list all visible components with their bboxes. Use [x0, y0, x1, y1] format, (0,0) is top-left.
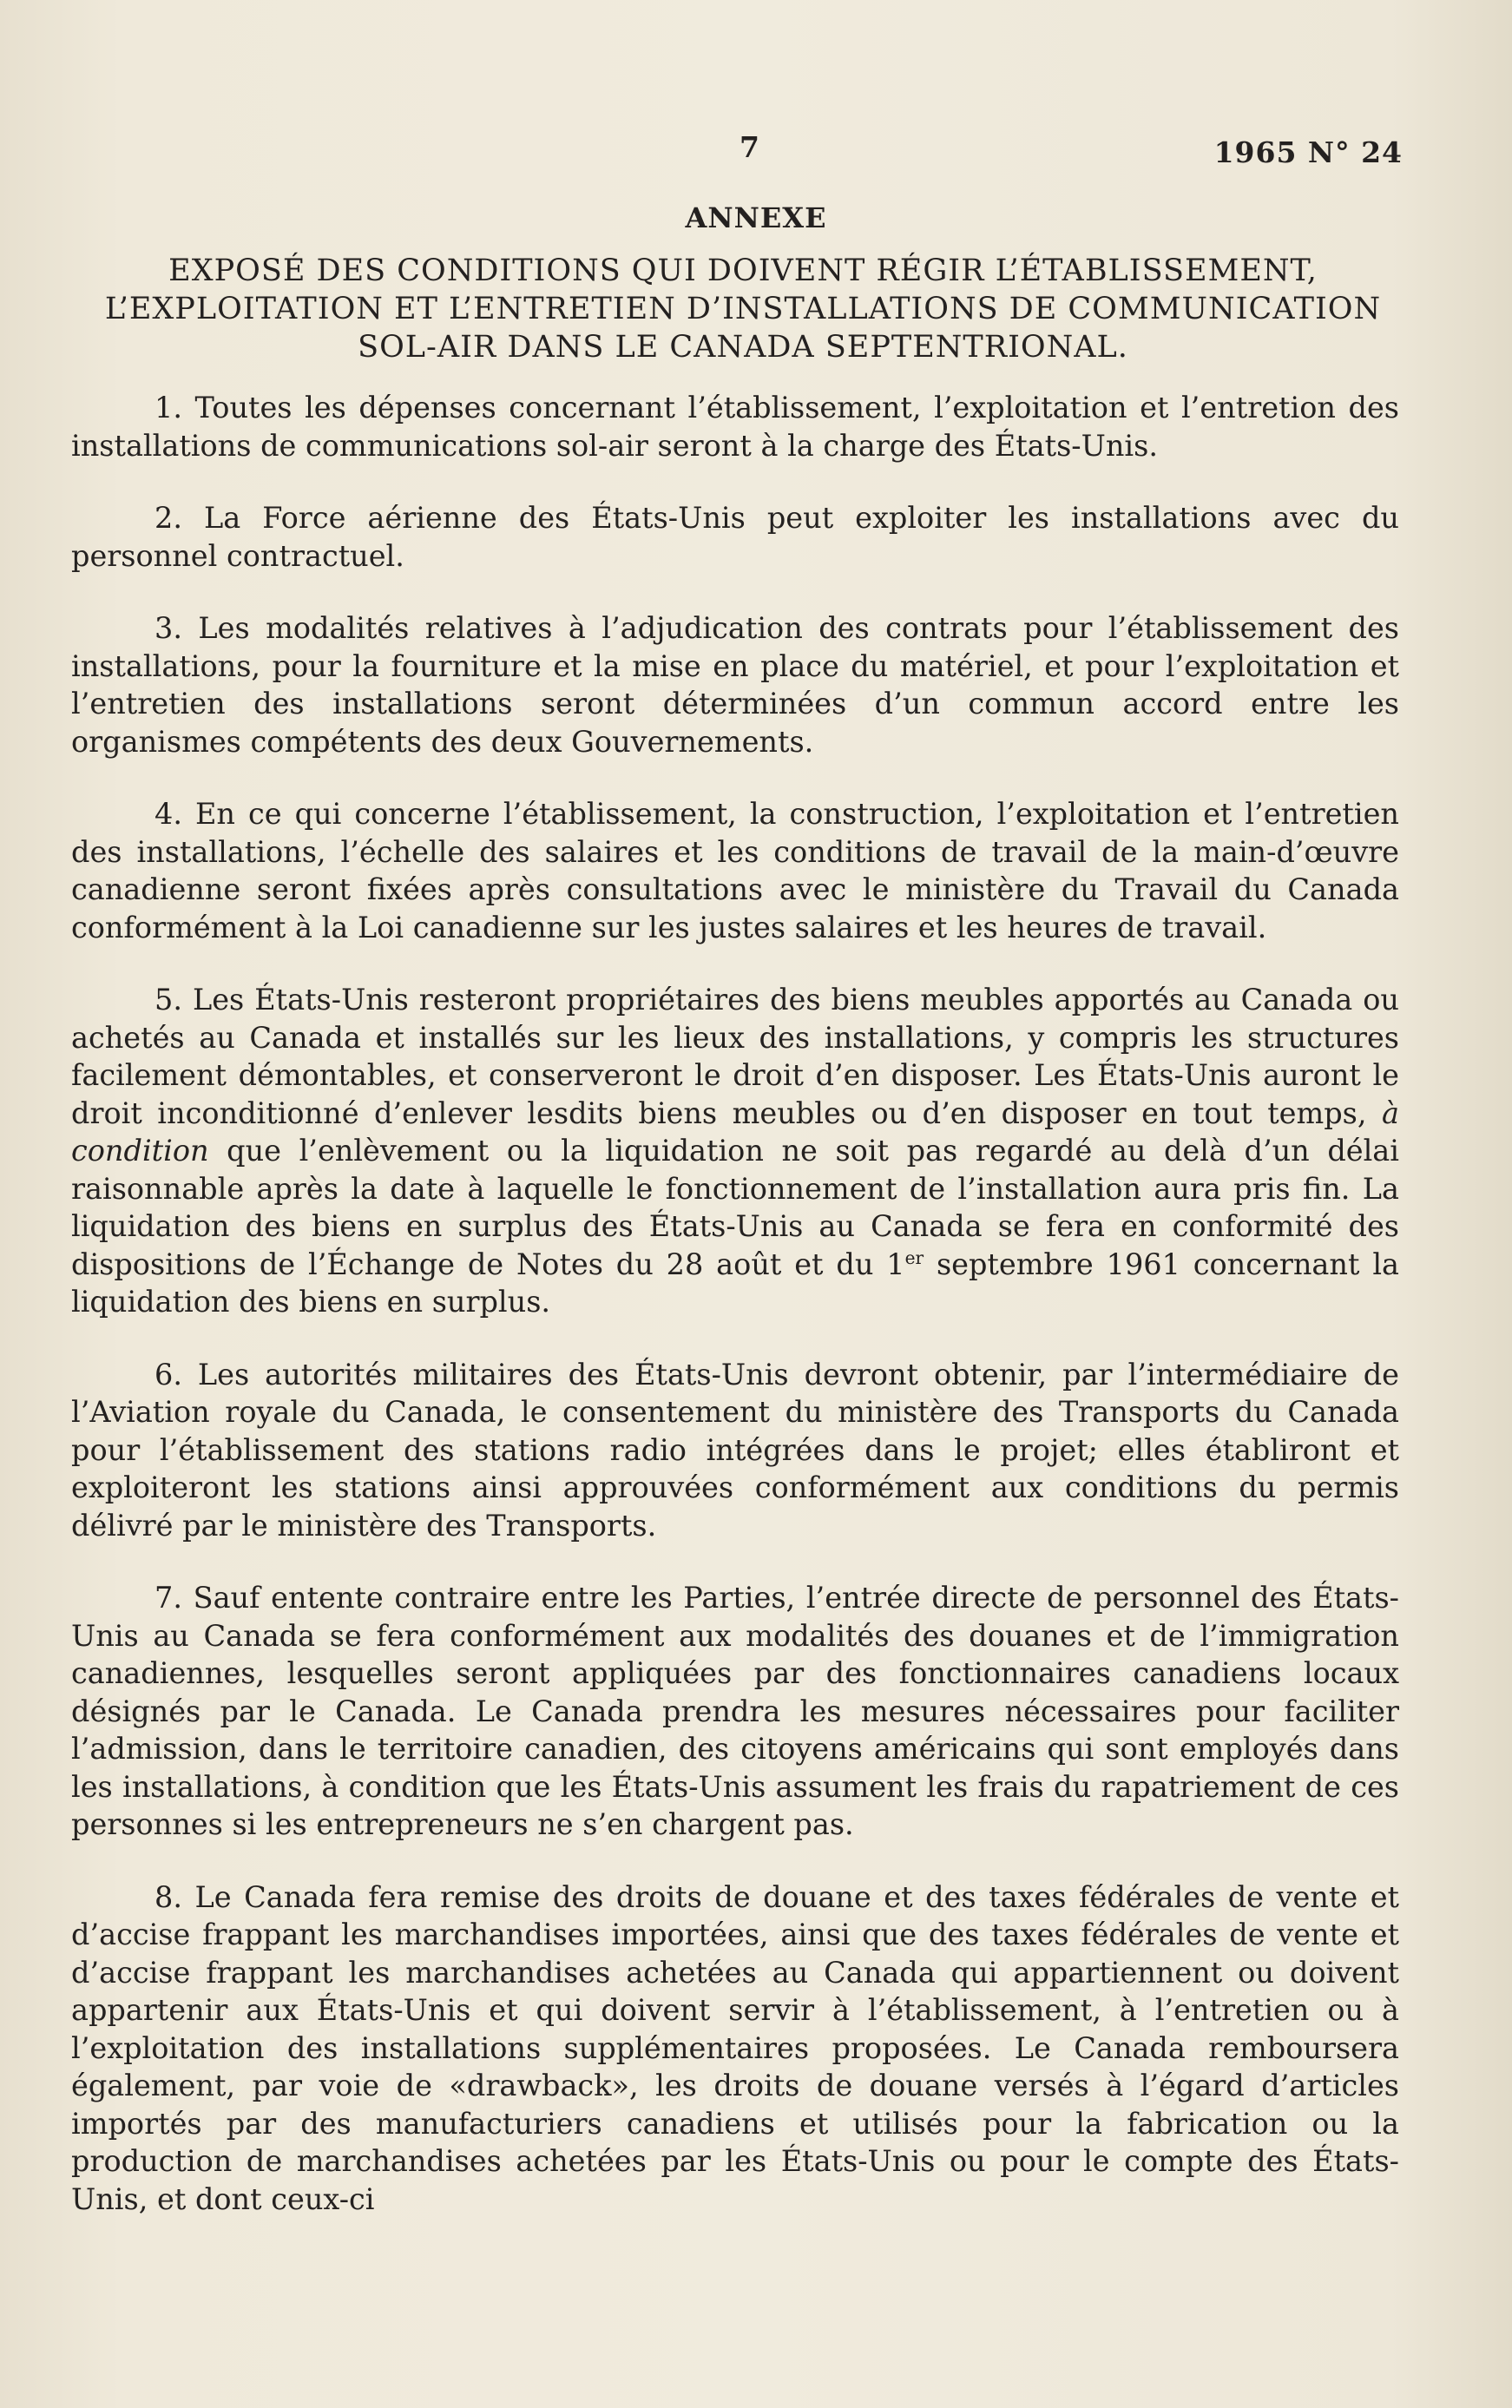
page-number: 7 — [740, 130, 759, 164]
annex-heading: ANNEXE — [685, 201, 827, 234]
section-title: EXPOSÉ DES CONDITIONS QUI DOIVENT RÉGIR L’ÉTABLISSEMENT, L’EXPLOITATION ET L’ENTRETIEN D’INSTALLATIONS DE COMMUNICATION SOL-AIR DANS LE CANADA SEPTENTRIONAL. — [104, 253, 1382, 365]
paragraph-5-superscript: er — [904, 1247, 924, 1268]
paragraph-2: 2. La Force aérienne des États-Unis peut exploiter les installations avec du personnel contractuel. — [71, 501, 1399, 573]
paragraph-3: 3. Les modalités relatives à l’adjudication des contrats pour l’établissement des installations, pour la fourniture et la mise en place du matériel, et pour l’exploitation et l’entretien des installations seront déterminées d’un commun accord entre les organismes compétents des deux Gouvernements. — [71, 611, 1399, 759]
paragraph-6: 6. Les autorités militaires des États-Unis devront obtenir, par l’intermédiaire de l’Aviation royale du Canada, le consentement du ministère des Transports du Canada pour l’établissement des stations radio intégrées dans le projet; elles établiront et exploiteront les stations ainsi approuvées conformément aux conditions du permis délivré par le ministère des Transports. — [71, 1357, 1399, 1543]
paragraph-1: 1. Toutes les dépenses concernant l’établissement, l’exploitation et l’entretion des installations de communications sol-air seront à la charge des États-Unis. — [71, 391, 1399, 463]
paragraph-8: 8. Le Canada fera remise des droits de douane et des taxes fédérales de vente et d’accise frappant les marchandises importées, ainsi que des taxes fédérales de vente et d’accise frappant les marchandises achetées au Canada qui appartiennent ou doivent appartenir aux États-Unis et qui doivent servir à l’établissement, à l’entretien ou à l’exploitation des installations supplémentaires proposées. Le Canada remboursera également, par voie de «drawback», les droits de douane versés à l’égard d’articles importés par des manufacturiers canadiens et utilisés pour la fabrication ou la production de marchandises achetées par les États-Unis ou pour le compte des États-Unis, et dont ceux-ci — [71, 1879, 1399, 2216]
document-reference: 1965 N° 24 — [1213, 135, 1403, 169]
paragraph-5-text-c: septembre 1961 concernant la liquidation des biens en surplus. — [71, 1247, 1400, 1319]
document-body — [71, 389, 1399, 2218]
paragraph-5-text-a: 5. Les États-Unis resteront propriétaires des biens meubles apportés au Canada ou achetés au Canada et installés sur les lieux des installations, y compris les structures facilement démontables, et conserveront le droit d’en disposer. Les États-Unis auront le droit inconditionné d’enlever lesdits biens meubles ou d’en disposer en tout temps, — [71, 983, 1399, 1130]
paragraph-5-text-b: que l’enlèvement ou la liquidation ne soit pas regardé au delà d’un délai raisonnable après la date à laquelle le fonctionnement de l’installation aura pris fin. La liquidation des biens en surplus des États-Unis au Canada se fera en conformité des dispositions de l’Échange de Notes du 28 août et du 1 — [71, 1134, 1399, 1281]
paragraph-5 — [71, 981, 1399, 1321]
page-header — [0, 130, 1512, 174]
paragraph-4: 4. En ce qui concerne l’établissement, la construction, l’exploitation et l’entretien des installations, l’échelle des salaires et les conditions de travail de la main-d’œuvre canadienne seront fixées après consultations avec le ministère du Travail du Canada conformément à la Loi canadienne sur les justes salaires et les heures de travail. — [71, 797, 1399, 944]
paragraph-7: 7. Sauf entente contraire entre les Parties, l’entrée directe de personnel des États-Unis au Canada se fera conformément aux modalités des douanes et de l’immigration canadiennes, lesquelles seront appliquées par des fonctionnaires canadiens locaux désignés par le Canada. Le Canada prendra les mesures nécessaires pour faciliter l’admission, dans le territoire canadien, des citoyens américains qui sont employés dans les installations, à condition que les États-Unis assument les frais du rapatriement de ces personnes si les entrepreneurs ne s’en chargent pas. — [71, 1581, 1399, 1841]
paragraph-5-italic: à condition — [71, 1095, 1399, 1168]
